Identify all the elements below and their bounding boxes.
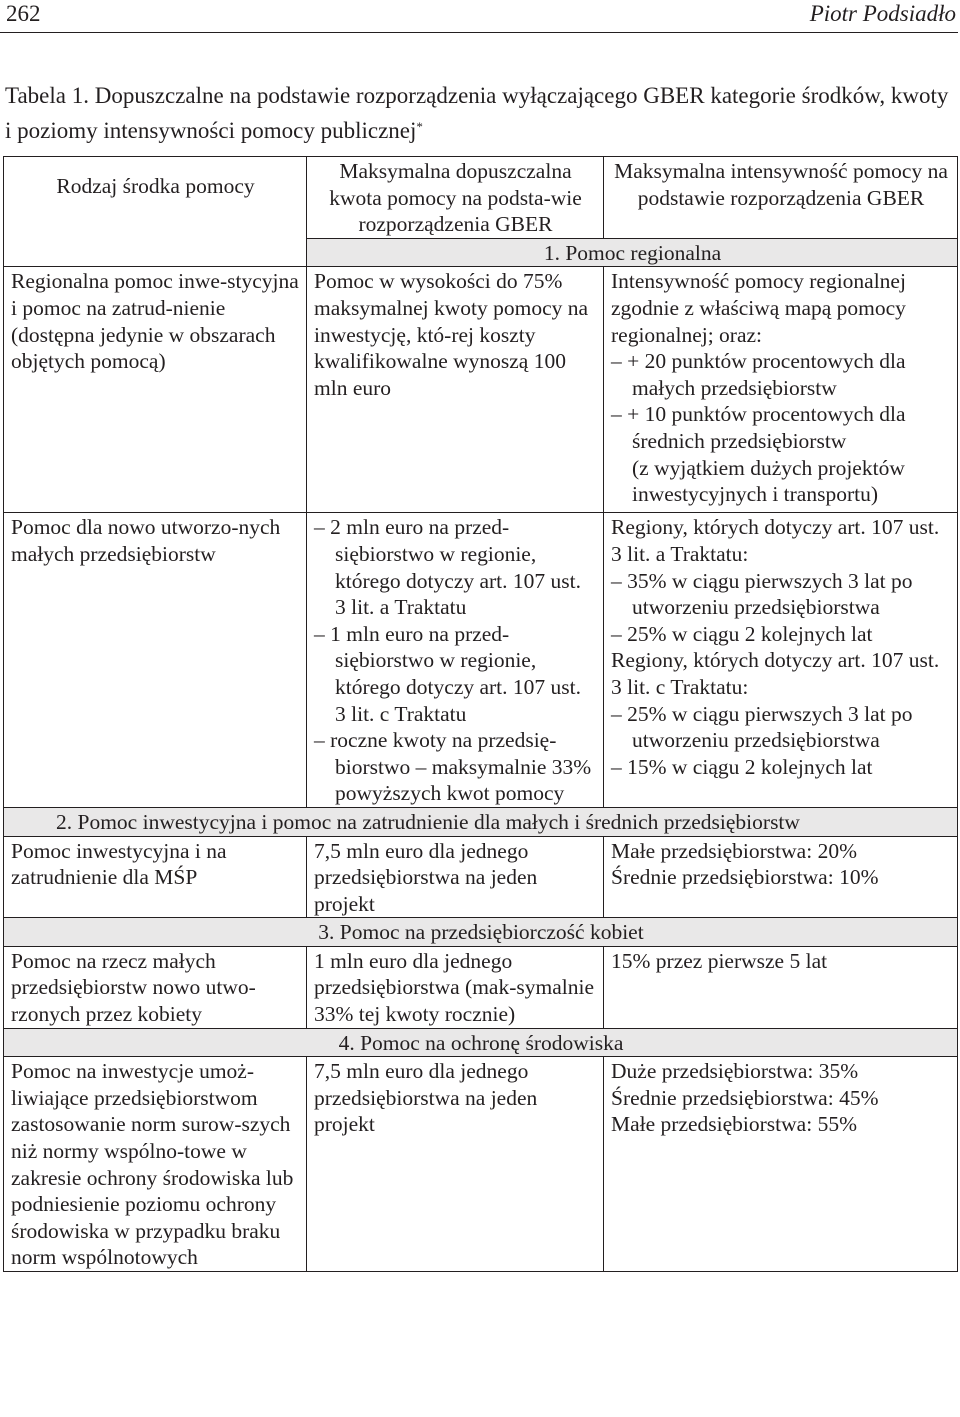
caption-text: Tabela 1. Dopuszczalne na podstawie rozporządzenia wyłączającego GBER kategorie środków, kwoty i poziomy intensywności pomocy publicznej <box>5 83 949 143</box>
cell-aid-type: Pomoc dla nowo utworzo-nych małych przedsiębiorstw <box>4 513 307 808</box>
intensity-line: Średnie przedsiębiorstwa: 10% <box>611 865 879 890</box>
intensity-line: Średnie przedsiębiorstwa: 45% <box>611 1085 879 1110</box>
running-author: Piotr Podsiadło <box>809 1 956 26</box>
intensity-dash-item: – + 20 punktów procentowych dla małych przedsiębiorstw <box>611 349 906 400</box>
intensity-line: Małe przedsiębiorstwa: 20% <box>611 838 857 863</box>
header-max-amount: Maksymalna dopuszczalna kwota pomocy na podsta-wie rozporządzenia GBER <box>307 157 604 239</box>
table-row <box>4 1057 958 1272</box>
intensity-line: Małe przedsiębiorstwa: 55% <box>611 1112 857 1137</box>
table-row <box>4 513 958 808</box>
page-number: 262 <box>6 1 41 26</box>
cell-aid-type: Pomoc na inwestycje umoż-liwiające przedsiębiorstwom zastosowanie norm surow-szych niż normy wspólno-towe w zakresie ochrony środowiska lub podniesienie poziomu ochrony środowiska w przypadku braku norm wspólnotowych <box>4 1057 307 1272</box>
cell-aid-type: Pomoc inwestycyjna i na zatrudnienie dla MŚP <box>4 836 307 918</box>
table-row <box>4 267 958 513</box>
table-header-row <box>4 157 958 239</box>
cell-max-amount <box>307 513 604 808</box>
header-aid-type: Rodzaj środka pomocy <box>4 157 307 267</box>
section-row-sme <box>4 807 958 836</box>
cell-aid-type: Pomoc na rzecz małych przedsiębiorstw nowo utwo-rzonych przez kobiety <box>4 946 307 1028</box>
amount-dash-item: – 1 mln euro na przed-siębiorstwo w regionie, którego dotyczy art. 107 ust. 3 lit. c Traktatu <box>314 621 582 726</box>
cell-max-intensity: 15% przez pierwsze 5 lat <box>604 946 958 1028</box>
cell-max-amount: 1 mln euro dla jednego przedsiębiorstwa (mak-symalnie 33% tej kwoty rocznie) <box>307 946 604 1028</box>
table-row <box>4 836 958 918</box>
cell-max-intensity <box>604 1057 958 1272</box>
intensity-dash-item: – 25% w ciągu 2 kolejnych lat <box>611 621 873 646</box>
intensity-note: (z wyjątkiem dużych projektów inwestycyjnych i transportu) <box>632 455 905 507</box>
cell-max-amount: Pomoc w wysokości do 75% maksymalnej kwoty pomocy na inwestycję, któ-rej koszty kwalifikowalne wynoszą 100 mln euro <box>307 267 604 513</box>
header-max-intensity: Maksymalna intensywność pomocy na podstawie rozporządzenia GBER <box>604 157 958 239</box>
section-title: 3. Pomoc na przedsiębiorczość kobiet <box>4 918 958 947</box>
cell-max-amount: 7,5 mln euro dla jednego przedsiębiorstwa na jeden projekt <box>307 1057 604 1272</box>
intensity-line: Duże przedsiębiorstwa: 35% <box>611 1059 859 1084</box>
cell-max-intensity <box>604 513 958 808</box>
gber-table <box>3 156 958 1272</box>
section-title: 4. Pomoc na ochronę środowiska <box>4 1028 958 1057</box>
cell-aid-type: Regionalna pomoc inwe-stycyjna i pomoc na zatrud-nienie (dostępna jedynie w obszarach objętych pomocą) <box>4 267 307 513</box>
intensity-dash-item: – 35% w ciągu pierwszych 3 lat po utworzeniu przedsiębiorstwa <box>611 568 913 620</box>
section-title: 2. Pomoc inwestycyjna i pomoc na zatrudnienie dla małych i średnich przedsiębiorstw <box>4 807 958 836</box>
cell-max-intensity <box>604 836 958 918</box>
running-header <box>0 0 958 33</box>
intensity-dash-item: – + 10 punktów procentowych dla średnich przedsiębiorstw <box>611 402 906 453</box>
footnote-mark: * <box>416 119 423 134</box>
section-title: 1. Pomoc regionalna <box>307 238 958 267</box>
cell-max-amount: 7,5 mln euro dla jednego przedsiębiorstwa na jeden projekt <box>307 836 604 918</box>
table-caption <box>5 78 955 148</box>
intensity-dash-item: – 25% w ciągu pierwszych 3 lat po utworzeniu przedsiębiorstwa <box>611 701 913 753</box>
cell-max-intensity <box>604 267 958 513</box>
intensity-region-a: Regiony, których dotyczy art. 107 ust. 3 lit. a Traktatu: <box>611 515 940 566</box>
table-row <box>4 946 958 1028</box>
intensity-dash-item: – 15% w ciągu 2 kolejnych lat <box>611 754 873 779</box>
section-row-women <box>4 918 958 947</box>
section-row-environment <box>4 1028 958 1057</box>
intensity-region-c: Regiony, których dotyczy art. 107 ust. 3 lit. c Traktatu: <box>611 648 940 699</box>
intensity-intro: Intensywność pomocy regionalnej zgodnie z właściwą mapą pomocy regionalnej; oraz: <box>611 269 906 347</box>
amount-dash-item: – 2 mln euro na przed-siębiorstwo w regionie, którego dotyczy art. 107 ust. 3 lit. a Traktatu <box>314 515 582 620</box>
amount-dash-item: – roczne kwoty na przedsię-biorstwo – maksymalnie 33% powyższych kwot pomocy <box>314 728 592 806</box>
